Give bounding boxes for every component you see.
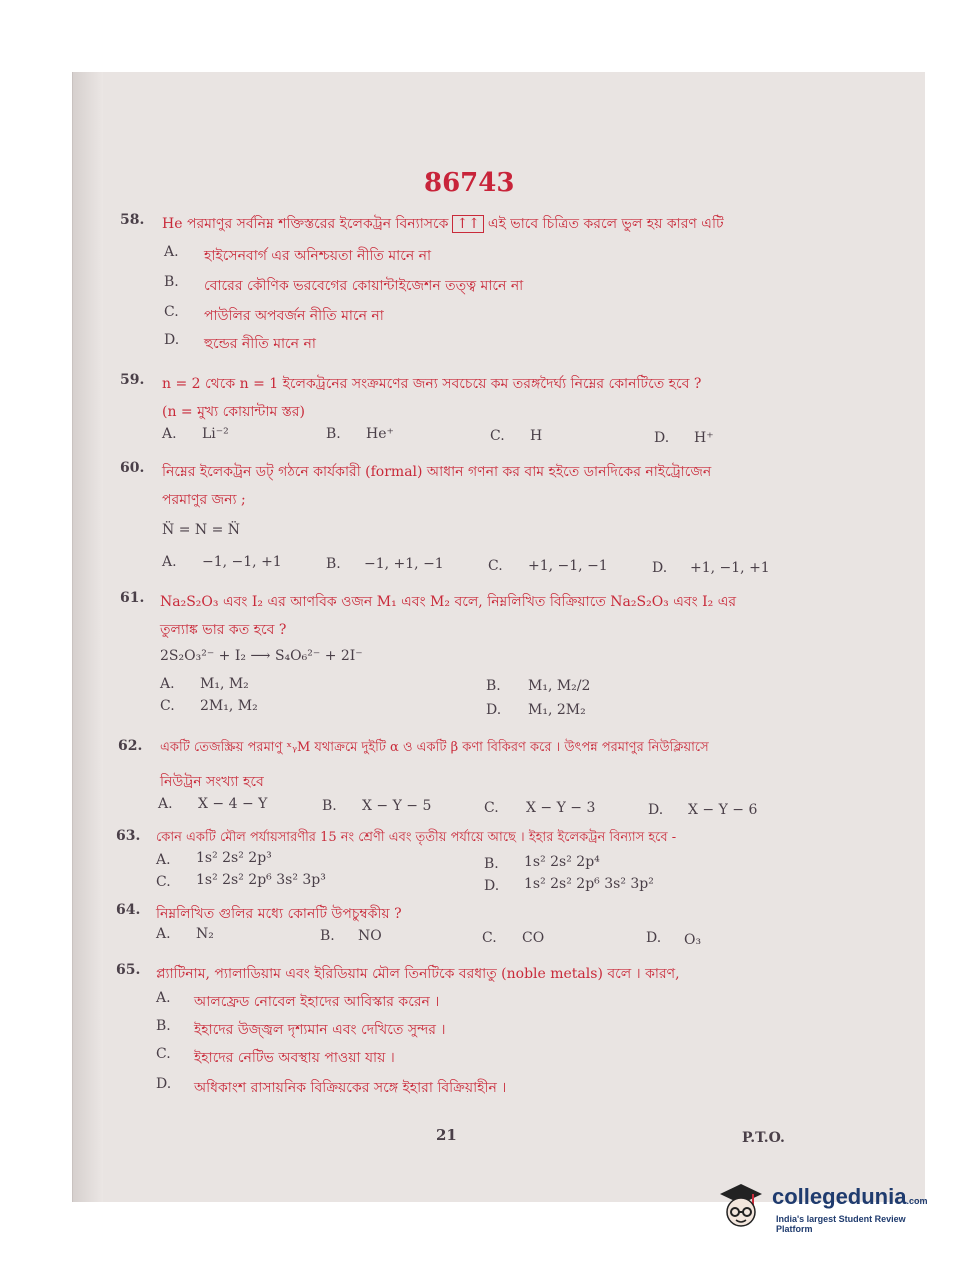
question-text: কোন একটি মৌল পর্যায়সারণীর 15 নং শ্রেণী এবং তৃতীয় পর্যায়ে আছে । ইহার ইলেকট্রন বিন্যাস হবে - [156, 830, 677, 845]
option-label: D. [484, 878, 500, 894]
option-label: C. [164, 304, 179, 320]
option-text: Li⁻² [202, 426, 229, 442]
option-label: A. [160, 676, 175, 692]
option-label: A. [156, 990, 171, 1006]
collegedunia-watermark [714, 1178, 940, 1232]
option-label: A. [158, 796, 173, 812]
option-label: A. [164, 244, 179, 260]
question-number: 59. [120, 372, 145, 388]
question-number: 62. [118, 738, 143, 754]
question-number: 61. [120, 590, 145, 606]
option-label: D. [654, 430, 670, 446]
option-label: B. [164, 274, 179, 290]
graduate-icon [714, 1178, 768, 1232]
question-text: n = 2 থেকে n = 1 ইলেকট্রনের সংক্রমণের জন্য সবচেয়ে কম তরঙ্গদৈর্ঘ্য নিম্নের কোনটিতে হবে ? [162, 376, 702, 392]
option-label: C. [490, 428, 505, 444]
option-text: N₂ [196, 926, 214, 942]
question-text: পরমাণুর জন্য ; [162, 492, 246, 508]
option-label: B. [322, 798, 337, 814]
option-text: 1s² 2s² 2p⁶ 3s² 3p² [524, 876, 654, 892]
option-text: ইহাদের উজ্জ্বল দৃশ্যমান এবং দেখিতে সুন্দর । [194, 1022, 446, 1038]
option-text: 1s² 2s² 2p⁶ 3s² 3p³ [196, 872, 326, 888]
option-label: C. [156, 874, 171, 890]
paper-code: 86743 [424, 168, 515, 198]
option-text: M₁, 2M₂ [528, 702, 586, 718]
option-text: CO [522, 930, 545, 946]
option-label: B. [326, 426, 341, 442]
option-label: D. [652, 560, 668, 576]
page-number: 21 [436, 1126, 457, 1144]
question-text: (n = মুখ্য কোয়ান্টাম স্তর) [162, 404, 305, 420]
option-text: 2M₁, M₂ [200, 698, 258, 714]
option-label: B. [484, 856, 499, 872]
option-text: X − Y − 3 [526, 800, 596, 816]
orbital-box: ↑↑ [452, 215, 483, 233]
question-text: একটি তেজস্ক্রিয় পরমাণু ˣᵧM যথাক্রমে দুইটি α ও একটি β কণা বিকিরণ করে । উৎপন্ন পরমাণুর নিউক্লিয়াসে [160, 740, 709, 755]
option-text: He⁺ [366, 426, 394, 442]
option-label: A. [162, 554, 177, 570]
option-label: A. [162, 426, 177, 442]
option-text: আলফ্রেড নোবেল ইহাদের আবিস্কার করেন । [194, 994, 440, 1010]
option-label: C. [160, 698, 175, 714]
question-number: 63. [116, 828, 141, 844]
option-label: C. [488, 558, 503, 574]
option-label: C. [156, 1046, 171, 1062]
option-text: পাউলির অপবর্জন নীতি মানে না [204, 308, 384, 324]
option-text: ইহাদের নেটিভ অবস্থায় পাওয়া যায় । [194, 1050, 395, 1066]
option-text: −1, +1, −1 [364, 556, 444, 572]
option-label: D. [648, 802, 664, 818]
option-label: D. [646, 930, 662, 946]
question-text: Na₂S₂O₃ এবং I₂ এর আণবিক ওজন M₁ এবং M₂ বলে, নিম্নলিখিত বিক্রিয়াতে Na₂S₂O₃ এবং I₂ এর [160, 594, 737, 610]
option-text: হাইসেনবার্গ এর অনিশ্চয়তা নীতি মানে না [204, 248, 432, 264]
question-number: 64. [116, 902, 141, 918]
question-text: নিম্নলিখিত গুলির মধ্যে কোনটি উপচুম্বকীয় ? [156, 906, 402, 922]
question-text: He পরমাণুর সর্বনিম্ন শক্তিস্তরের ইলেকট্রন বিন্যাসকে ↑↑ এই ভাবে চিত্রিত করলে ভুল হয় কারণ এটি [162, 216, 724, 232]
question-number: 58. [120, 212, 145, 228]
option-text: বোরের কৌণিক ভরবেগের কোয়ান্টাইজেশন তত্ত্ব মানে না [204, 278, 524, 294]
option-text: 1s² 2s² 2p⁴ [524, 854, 600, 870]
option-text: O₃ [684, 932, 702, 948]
page-fold-shadow [73, 72, 103, 1202]
option-text: M₁, M₂ [200, 676, 249, 692]
question-number: 60. [120, 460, 145, 476]
brand-tagline: India's largest Student Review Platform [776, 1214, 906, 1234]
option-text: +1, −1, −1 [528, 558, 608, 574]
option-text: X − 4 − Y [198, 796, 268, 812]
option-text: +1, −1, +1 [690, 560, 770, 576]
lewis-structure: N̈ = N = N̈ [162, 522, 241, 538]
option-label: C. [484, 800, 499, 816]
option-label: A. [156, 926, 171, 942]
brand-name: collegedunia.com [772, 1184, 928, 1209]
option-text: অধিকাংশ রাসায়নিক বিক্রিয়কের সঙ্গে ইহারা বিক্রিয়াহীন । [194, 1080, 507, 1096]
pto-label: P.T.O. [742, 1130, 785, 1146]
question-text: প্ল্যাটিনাম, প্যালাডিয়াম এবং ইরিডিয়াম মৌল তিনটিকে বরধাতু (noble metals) বলে । কারণ, [156, 966, 680, 982]
reaction-equation: 2S₂O₃²⁻ + I₂ ⟶ S₄O₆²⁻ + 2I⁻ [160, 648, 363, 664]
question-text: নিম্নের ইলেকট্রন ডট্ গঠনে কার্যকারী (formal) আধান গণনা কর বাম হইতে ডানদিকের নাইট্রোজেন [162, 464, 712, 480]
option-text: H⁺ [694, 430, 714, 446]
question-number: 65. [116, 962, 141, 978]
option-text: −1, −1, +1 [202, 554, 282, 570]
option-label: D. [164, 332, 180, 348]
option-label: D. [486, 702, 502, 718]
option-text: 1s² 2s² 2p³ [196, 850, 272, 866]
question-text: নিউট্রন সংখ্যা হবে [160, 774, 264, 790]
option-label: B. [156, 1018, 171, 1034]
option-label: B. [326, 556, 341, 572]
option-text: NO [358, 928, 382, 944]
option-text: M₁, M₂/2 [528, 678, 591, 694]
option-text: X − Y − 6 [688, 802, 758, 818]
option-label: A. [156, 852, 171, 868]
option-text: X − Y − 5 [362, 798, 432, 814]
question-text: তুল্যাঙ্ক ভার কত হবে ? [160, 622, 287, 638]
option-text: H [530, 428, 543, 444]
option-text: হুন্ডের নীতি মানে না [204, 336, 316, 352]
option-label: D. [156, 1076, 172, 1092]
option-label: B. [320, 928, 335, 944]
option-label: C. [482, 930, 497, 946]
option-label: B. [486, 678, 501, 694]
